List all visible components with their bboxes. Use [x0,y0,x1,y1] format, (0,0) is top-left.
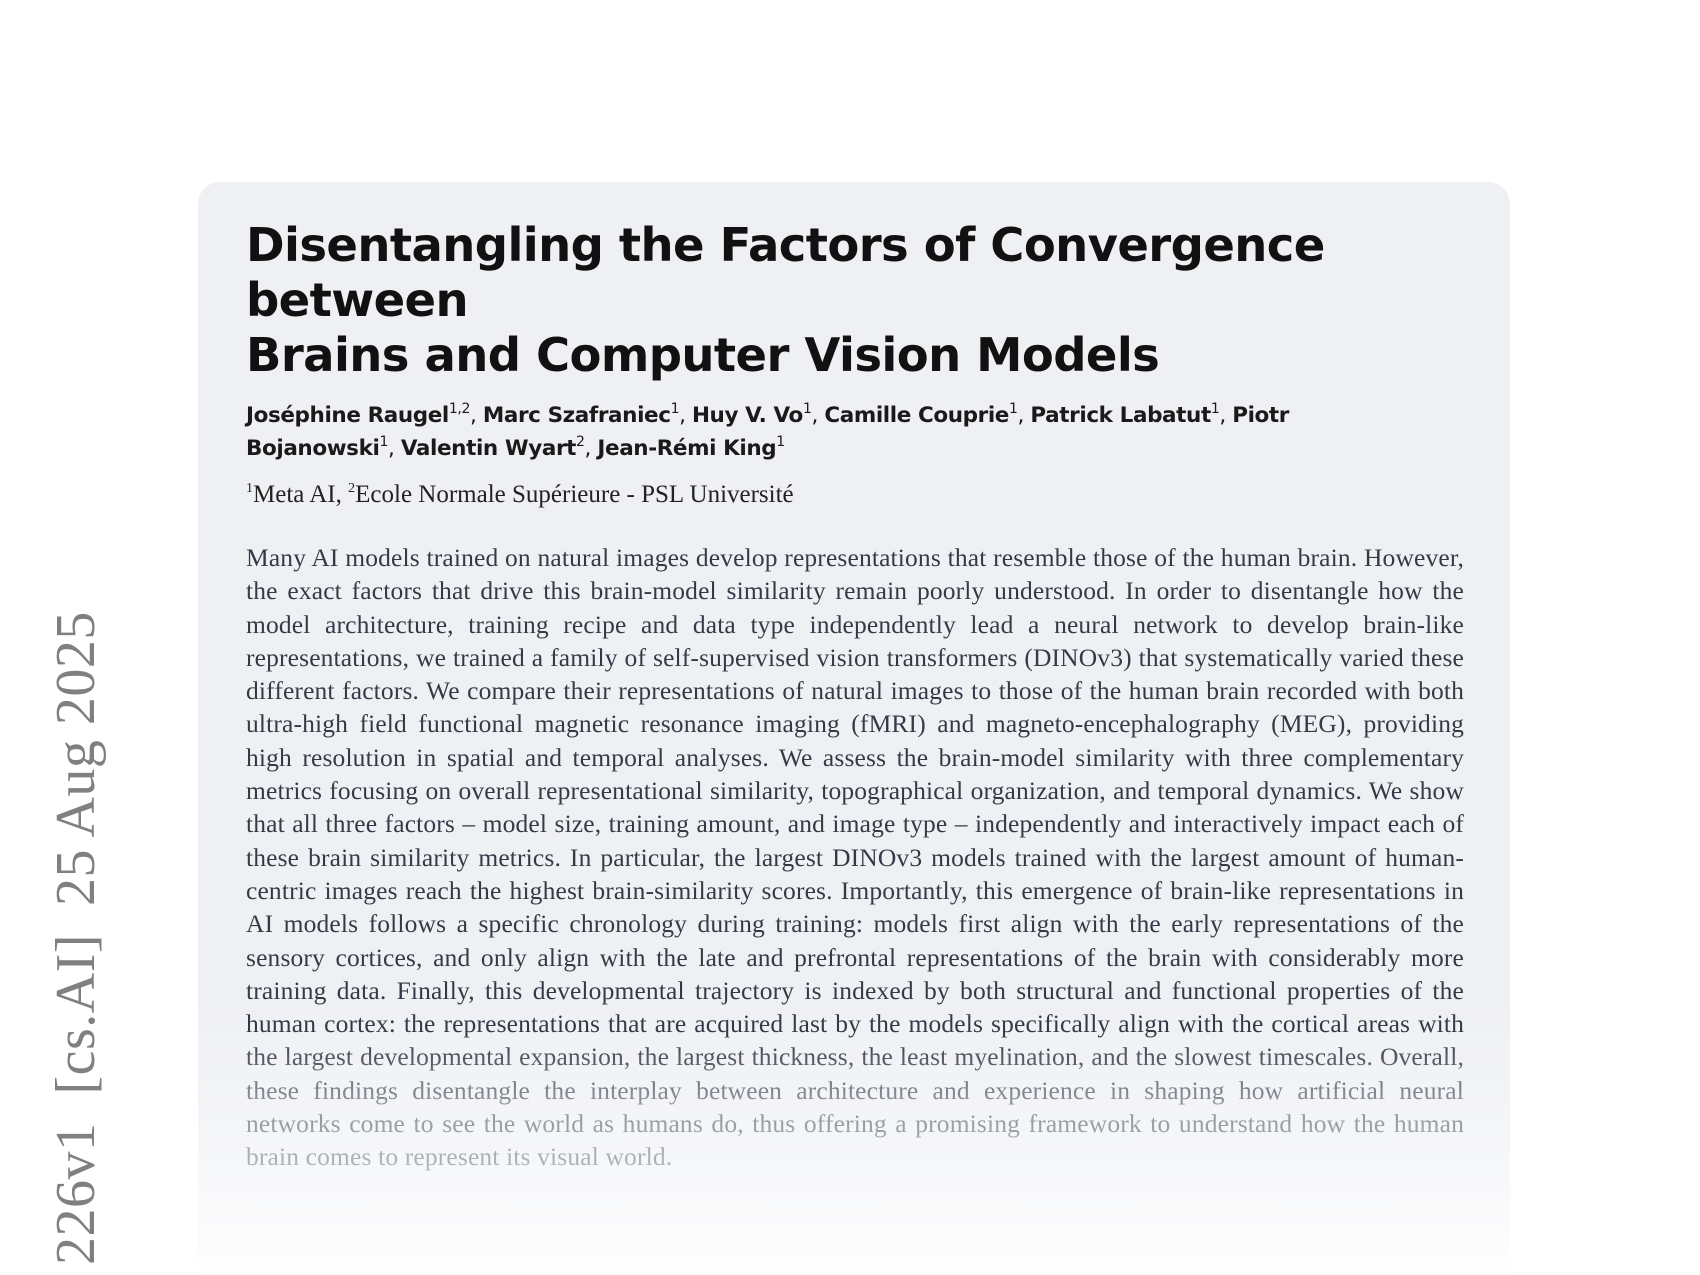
affiliation-mark: 1 [246,480,253,496]
author: Patrick Labatut$^1$ [1030,400,1220,428]
author: Jean-Rémi King$^1$ [597,433,785,461]
author: Marc Szafraniec$^1$ [482,400,680,428]
paper-title-line-2: Brains and Computer Vision Models [246,328,1160,382]
arxiv-watermark [45,611,107,1265]
author: Joséphine Raugel$^{1,2}$ [246,400,470,428]
abstract-text: Many AI models trained on natural images develop representations that resemble those of the human brain. However, the exact factors that drive this brain-model similarity remain poorly understood. In order to disentangle how the model architecture, training recipe and data type independently lead a neural network to develop brain-like representations, we trained a family of self-supervised vision transformers (DINOv3) that systematically varied these different factors. We compare their representations of natural images to those of the human brain recorded with both ultra-high field functional magnetic resonance imaging (fMRI) and magneto-encephalography (MEG), providing high resolution in spatial and temporal analyses. We assess the brain-model similarity with three complementary metrics focusing on overall representational similarity, topographical organization, and temporal dynamics. We show that all three factors – model size, training amount, and image type – independently and interactively impact each of these brain similarity metrics. In particular, the largest DINOv3 models trained with the largest amount of human-centric images reach the highest brain-similarity scores. Importantly, this emergence of brain-like representations in AI models follows a specific chronology during training: models first align with the early representations of the sensory cortices, and only align with the late and prefrontal representations of the brain with considerably more training data. Finally, this developmental trajectory is indexed by both structural and functional properties of the human cortex: the representations that are acquired last by the models specifically align with the cortical areas with the largest developmental expansion, the largest thickness, the least myelination, and the slowest timescales. Overall, these findings disentangle the interplay between architecture and experience in shaping how artificial neural networks come to see the world as humans do, thus offering a promising framework to understand how the human brain comes to represent its visual world. [246,541,1464,1174]
paper-title [246,218,1466,383]
affiliation: Ecole Normale Supérieure - PSL Université [355,481,794,508]
author-list: Joséphine Raugel$^{1,2}$, Marc Szafraniec$^1$, Huy V. Vo$^1$, Camille Couprie$^1$, Patrick Labatut$^1$, Piotr Bojanowski$^1$, Valentin Wyart$^2$, Jean-Rémi King$^1$ [246,400,1289,461]
arxiv-id: 226v1 [45,1122,107,1265]
paper-title-line-1: Disentangling the Factors of Convergence between [246,218,1325,327]
paper-header [246,218,1466,1174]
author: Piotr Bojanowski$^1$ [246,403,1289,461]
affiliations: $^1$Meta AI, $^2$Ecole Normale Supérieure - PSL Université [246,480,794,508]
affiliation-mark: 2 [348,480,356,496]
author: Huy V. Vo$^1$ [691,400,812,428]
author: Camille Couprie$^1$ [824,400,1018,428]
arxiv-category: [cs.AI] [45,933,107,1095]
author: Valentin Wyart$^2$ [400,433,585,461]
arxiv-date: 25 Aug 2025 [45,611,107,906]
affiliation: Meta AI [253,481,336,508]
